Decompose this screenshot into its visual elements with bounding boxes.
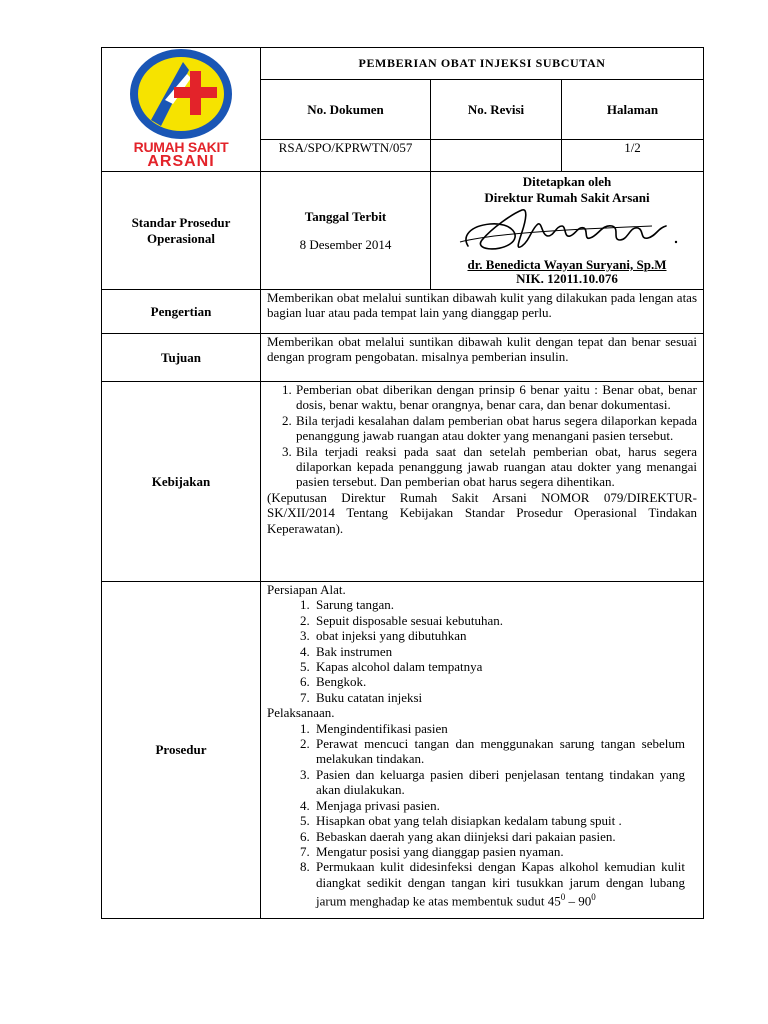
exec-list: [267, 721, 685, 909]
doc-no-label: No. Dokumen: [261, 80, 431, 140]
logo-line1: RUMAH SAKIT: [133, 139, 229, 155]
prep-item: 4. Bak instrumen: [313, 644, 685, 659]
prosedur-content: [261, 582, 704, 919]
tujuan-text: Memberikan obat melalui suntikan dibawah kulit dengan tepat dan benar sesuai dengan program pengobatan. misalnya pemberian insulin.: [261, 334, 704, 382]
exec-item: 4. Menjaga privasi pasien.: [313, 798, 685, 813]
signer-name: dr. Benedicta Wayan Suryani, Sp.M: [467, 257, 667, 272]
prep-item: 1. Sarung tangan.: [313, 597, 685, 612]
revision-label: No. Revisi: [431, 80, 562, 140]
issue-date-cell: [261, 172, 431, 290]
exec-item: 1. Mengindentifikasi pasien: [313, 721, 685, 736]
tujuan-label: Tujuan: [102, 334, 261, 382]
kebijakan-item: 1. Pemberian obat diberikan dengan prinsip 6 benar yaitu : Benar obat, benar dosis, benar waktu, benar orangnya, benar cara, dan benar dokumentasi.: [295, 382, 697, 413]
kebijakan-label: Kebijakan: [102, 382, 261, 582]
exec-item: 6. Bebaskan daerah yang akan diinjeksi dari pakaian pasien.: [313, 829, 685, 844]
established-line2: Direktur Rumah Sakit Arsani: [484, 190, 650, 205]
exec-item8-sup1: 0: [560, 892, 566, 903]
document-title: PEMBERIAN OBAT INJEKSI SUBCUTAN: [261, 48, 704, 80]
prep-item: 3. obat injeksi yang dibutuhkan: [313, 628, 685, 643]
logo-line2: ARSANI: [147, 153, 215, 166]
logo-cell: [102, 48, 261, 172]
approval-cell: [431, 172, 704, 290]
exec-item8-text: Permukaan kulit didesinfeksi dengan Kapas alkohol kemudian kulit diangkat sedikit dengan tangan kiri tusukkan jarum dengan lubang jarum menghadap ke atas membentuk sudut 45: [316, 859, 686, 909]
prep-item: 6. Bengkok.: [313, 674, 685, 689]
exec-item: [313, 859, 685, 909]
prep-heading: Persiapan Alat.: [267, 582, 346, 597]
pengertian-label: Pengertian: [102, 290, 261, 334]
established-line1: Ditetapkan oleh: [522, 174, 612, 189]
kebijakan-item: 2. Bila terjadi kesalahan dalam pemberian obat harus segera dilaporkan kepada penanggung jawab ruangan atau dokter yang menangani pasien tersebut.: [295, 413, 697, 444]
signer-nik: NIK. 12011.10.076: [516, 271, 618, 286]
pengertian-text: Memberikan obat melalui suntikan dibawah kulit yang dilakukan pada lengan atas bagian luar atau pada tempat lain yang dianggap perlu.: [261, 290, 704, 334]
kebijakan-note: (Keputusan Direktur Rumah Sakit Arsani NOMOR 079/DIREKTUR-SK/XII/2014 Tentang Kebijakan Standar Prosedur Operasional Tindakan Keperawatan).: [267, 489, 698, 536]
sop-label: Standar Prosedur Operasional: [102, 172, 261, 290]
exec-item: 3. Pasien dan keluarga pasien diberi penjelasan tentang tindakan yang akan diulakukan.: [313, 767, 685, 798]
signature: [431, 206, 703, 258]
kebijakan-content: [261, 382, 704, 582]
issue-date-label: Tanggal Terbit: [304, 208, 387, 224]
hospital-logo: [129, 48, 233, 166]
kebijakan-item: 3. Bila terjadi reaksi pada saat dan setelah pemberian obat, harus segera dilaporkan kepada penanggung jawab ruangan atau dokter yang menangai pasien tersebut. Dan pemberian obat harus segera dihentikan.: [295, 444, 697, 490]
doc-no-value: RSA/SPO/KPRWTN/057: [261, 140, 431, 172]
exec-item: 5. Hisapkan obat yang telah disiapkan kedalam tabung spuit .: [313, 813, 685, 828]
sop-table: [101, 47, 704, 919]
exec-item: 2. Perawat mencuci tangan dan menggunakan sarung tangan sebelum melakukan tindakan.: [313, 736, 685, 767]
exec-item: 7. Mengatur posisi yang dianggap pasien nyaman.: [313, 844, 685, 859]
prep-list: [267, 597, 685, 705]
kebijakan-list: [267, 382, 697, 490]
page-label: Halaman: [562, 80, 704, 140]
exec-heading: Pelaksanaan.: [267, 705, 335, 721]
prep-item: 2. Sepuit disposable sesuai kebutuhan.: [313, 613, 685, 628]
exec-item8-sup2: 0: [591, 892, 596, 903]
exec-item8-mid: – 90: [565, 893, 592, 909]
revision-value: [431, 140, 562, 172]
prep-item: 5. Kapas alcohol dalam tempatnya: [313, 659, 685, 674]
prep-item: 7. Buku catatan injeksi: [313, 690, 685, 705]
prosedur-label: Prosedur: [102, 582, 261, 919]
page-value: 1/2: [562, 140, 704, 172]
issue-date-value: 8 Desember 2014: [299, 236, 392, 252]
